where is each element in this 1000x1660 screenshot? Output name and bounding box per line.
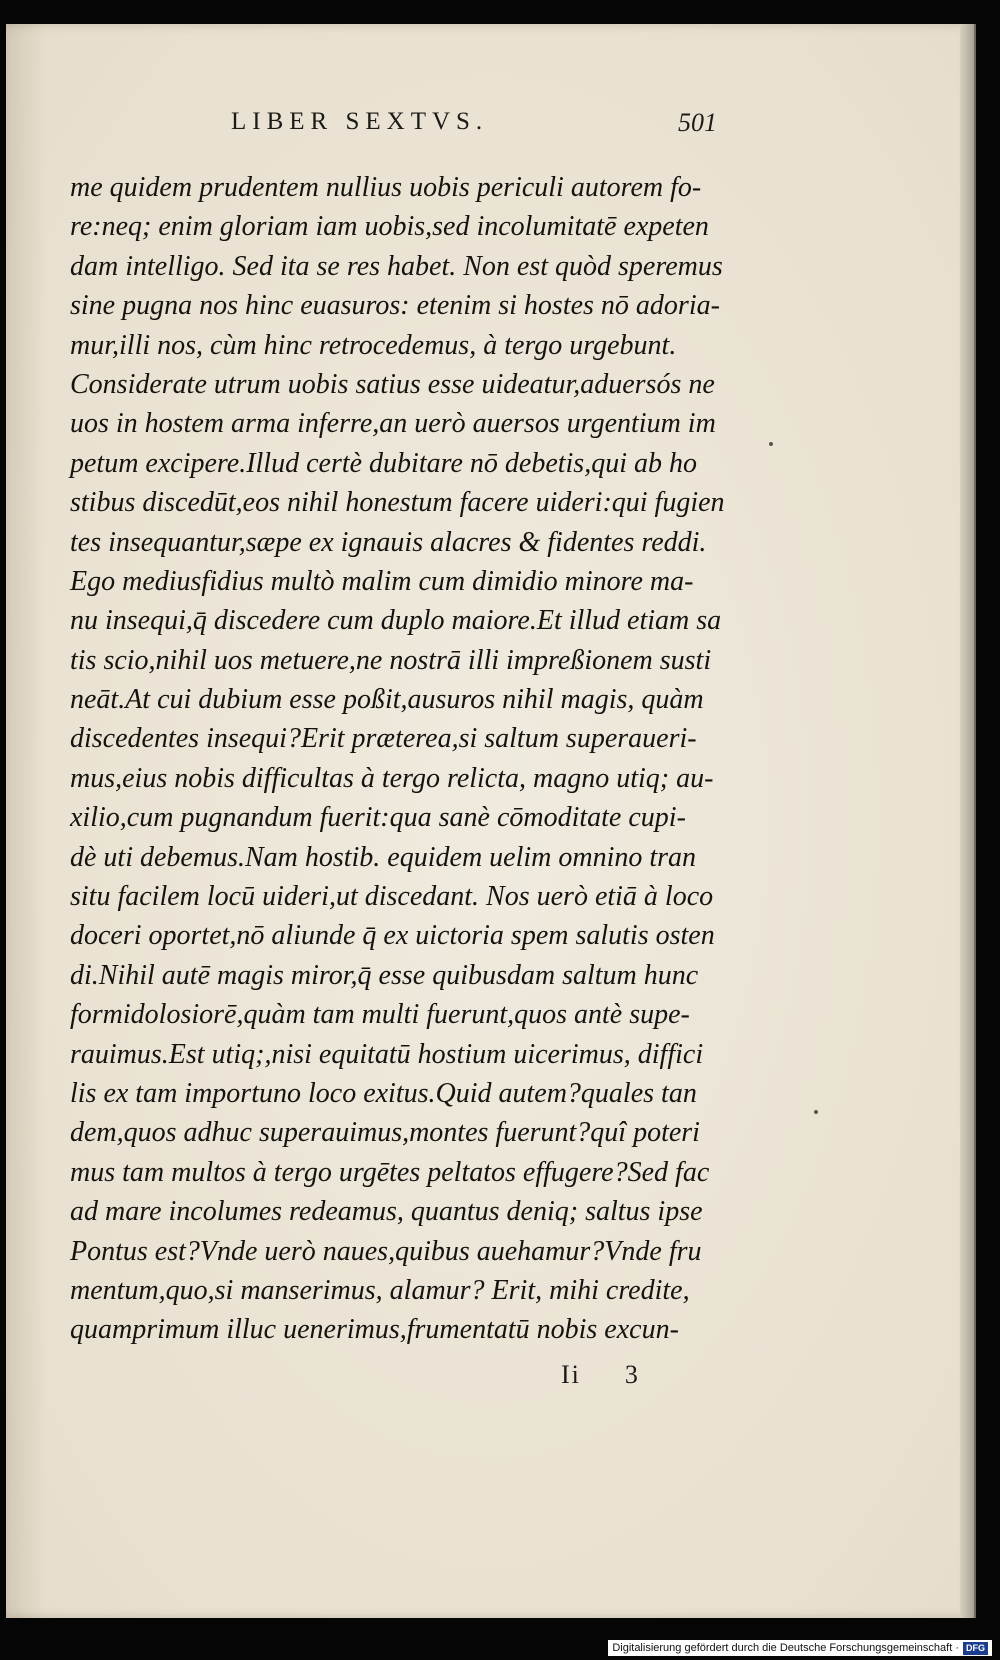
credit-text: Digitalisierung gefördert durch die Deutsche Forschungsgemeinschaft · <box>612 1642 959 1654</box>
text-line: dam intelligo. Sed ita se res habet. Non est quòd speremus <box>70 250 723 282</box>
text-line: Pontus est?Vnde uerò naues,quibus auehamur?Vnde fru <box>70 1235 702 1267</box>
paper-speck <box>814 1110 818 1114</box>
text-line: Considerate utrum uobis satius esse uideatur,aduersós ne <box>70 368 715 400</box>
text-line: formidolosiorē,quàm tam multi fuerunt,quos antè supe- <box>70 999 690 1031</box>
text-line: mus,eius nobis difficultas à tergo relicta, magno utiq; au- <box>70 762 714 794</box>
text-line: ad mare incolumes redeamus, quantus deniq; saltus ipse <box>70 1196 703 1228</box>
text-line: sine pugna nos hinc euasuros: etenim si hostes nō adoria- <box>70 290 720 322</box>
text-line: mentum,quo,si manserimus, alamur? Erit, mihi credite, <box>70 1274 690 1306</box>
text-line: nu insequi,q̄ discedere cum duplo maiore.Et illud etiam sa <box>70 605 722 637</box>
text-line: quamprimum illuc uenerimus,frumentatū nobis excun- <box>70 1314 679 1346</box>
text-line: uos in hostem arma inferre,an uerò auersos urgentium im <box>70 408 716 440</box>
text-line: dè uti debemus.Nam hostib. equidem uelim omnino tran <box>70 841 697 873</box>
text-line: re:neq; enim gloriam iam uobis,sed incolumitatē expeten <box>70 211 709 243</box>
dfg-logo: DFG <box>963 1642 988 1655</box>
signature-mark <box>561 1360 640 1390</box>
book-page <box>6 24 976 1618</box>
text-line: di.Nihil autē magis miror,q̄ esse quibusdam saltum hunc <box>70 959 699 991</box>
text-line: dem,quos adhuc superauimus,montes fuerunt?quî poteri <box>70 1117 700 1149</box>
text-line: lis ex tam importuno loco exitus.Quid autem?quales tan <box>70 1077 697 1109</box>
text-line: mur,illi nos, cùm hinc retrocedemus, à tergo urgebunt. <box>70 329 677 361</box>
paper-speck <box>769 442 773 446</box>
text-line: tis scio,nihil uos metuere,ne nostrā illi impreßionem susti <box>70 644 712 676</box>
text-line: situ facilem locū uideri,ut discedant. Nos uerò etiā à loco <box>70 881 714 913</box>
text-line: discedentes insequi?Erit præterea,si saltum superaueri- <box>70 723 697 755</box>
page-edge <box>960 24 974 1618</box>
body-text <box>70 168 770 1350</box>
signature-number: 3 <box>624 1360 640 1389</box>
text-line: neāt.At cui dubium esse poßit,ausuros nihil magis, quàm <box>70 684 704 716</box>
text-line: me quidem prudentem nullius uobis periculi autorem fo- <box>70 172 702 203</box>
text-line: Ego mediusfidius multò malim cum dimidio minore ma- <box>70 565 694 597</box>
text-line: tes insequantur,sæpe ex ignauis alacres & fidentes reddi. <box>70 526 707 558</box>
text-line: mus tam multos à tergo urgētes peltatos effugere?Sed fac <box>70 1156 710 1188</box>
text-line: stibus discedūt,eos nihil honestum facere uideri:qui fugien <box>70 487 725 519</box>
text-line: doceri oportet,nō aliunde q̄ ex uictoria spem salutis osten <box>70 920 715 952</box>
digitization-credit <box>608 1640 992 1656</box>
page-number: 501 <box>678 108 717 137</box>
running-head: LIBER SEXTVS. <box>231 108 489 135</box>
text-line: rauimus.Est utiq;,nisi equitatū hostium uicerimus, diffici <box>70 1038 704 1070</box>
text-line: petum excipere.Illud certè dubitare nō debetis,qui ab ho <box>70 447 697 479</box>
text-line: xilio,cum pugnandum fuerit:qua sanè cōmoditate cupi- <box>70 802 686 834</box>
signature-letters: Ii <box>561 1360 581 1389</box>
